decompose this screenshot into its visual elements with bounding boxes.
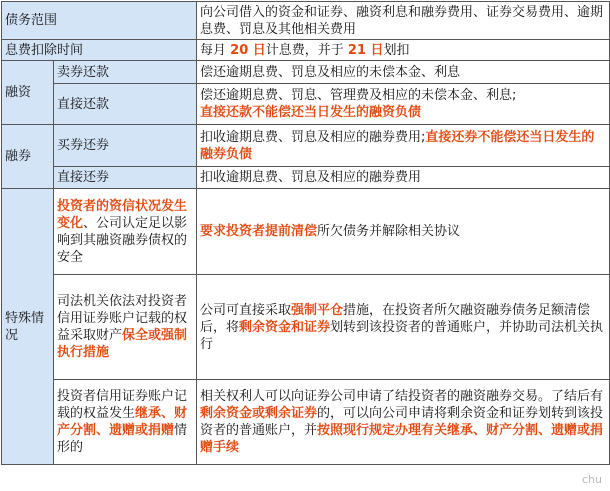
direct-repay-text: 偿还逾期息费、罚息、管理费及相应的未偿本金、利息; 直接还款不能偿还当日发生的融资负债 [197,84,610,125]
row-securities-buy [2,125,610,167]
row-special-inherit [2,380,610,465]
row-financing-direct [2,84,610,125]
margin-debt-table [1,1,610,465]
direct-repay-label: 直接还款 [54,84,197,125]
row-special-judicial [2,275,610,380]
inherit-action: 相关权利人可以向证券公司申请了结投资者的融资融券交易。了结后有剩余资金或剩余证券的，可以向公司申请将剩余资金和证券划转到该投资者的普通账户，并按照现行规定办理有关继承、财产分割、遗赠或捐赠手续 [197,380,610,465]
watermark: chu [582,473,602,486]
row-interest-time [2,40,610,61]
direct-return-text: 扣收逾期息费、罚息及相应的融券费用 [197,167,610,189]
credit-change-condition: 投资者的资信状况发生变化、公司认定足以影响到其融资融券债权的安全 [54,189,197,275]
buy-return-text: 扣收逾期息费、罚息及相应的融券费用;直接还券不能偿还当日发生的融券负债 [197,125,610,167]
row-special-credit [2,189,610,275]
direct-return-label: 直接还券 [54,167,197,189]
sell-repay-label: 卖券还款 [54,61,197,84]
buy-return-label: 买券还券 [54,125,197,167]
financing-label: 融资 [2,61,54,125]
judicial-action: 公司可直接采取强制平仓措施，在投资者所欠融资融券债务足额清偿后，将剩余资金和证券划转到该投资者的普通账户，并协助司法机关执行 [197,275,610,380]
row-debt-scope [2,2,610,40]
debt-scope-text: 向公司借入的资金和证券、融资利息和融券费用、证券交易费用、逾期息费、罚息及其他相关费用 [197,2,610,40]
special-label: 特殊情况 [2,189,54,465]
debt-scope-label: 债务范围 [2,2,197,40]
sell-repay-text: 偿还逾期息费、罚息及相应的未偿本金、利息 [197,61,610,84]
interest-time-label: 息费扣除时间 [2,40,197,61]
securities-label: 融券 [2,125,54,189]
row-securities-direct [2,167,610,189]
credit-change-action: 要求投资者提前清偿所欠债务并解除相关协议 [197,189,610,275]
row-financing-sell [2,61,610,84]
interest-time-text: 每月 20 日计息费，并于 21 日划扣 [197,40,610,61]
judicial-condition: 司法机关依法对投资者信用证券账户记载的权益采取财产保全或强制执行措施 [54,275,197,380]
inherit-condition: 投资者信用证券账户记载的权益发生继承、财产分割、遗赠或捐赠情形的 [54,380,197,465]
